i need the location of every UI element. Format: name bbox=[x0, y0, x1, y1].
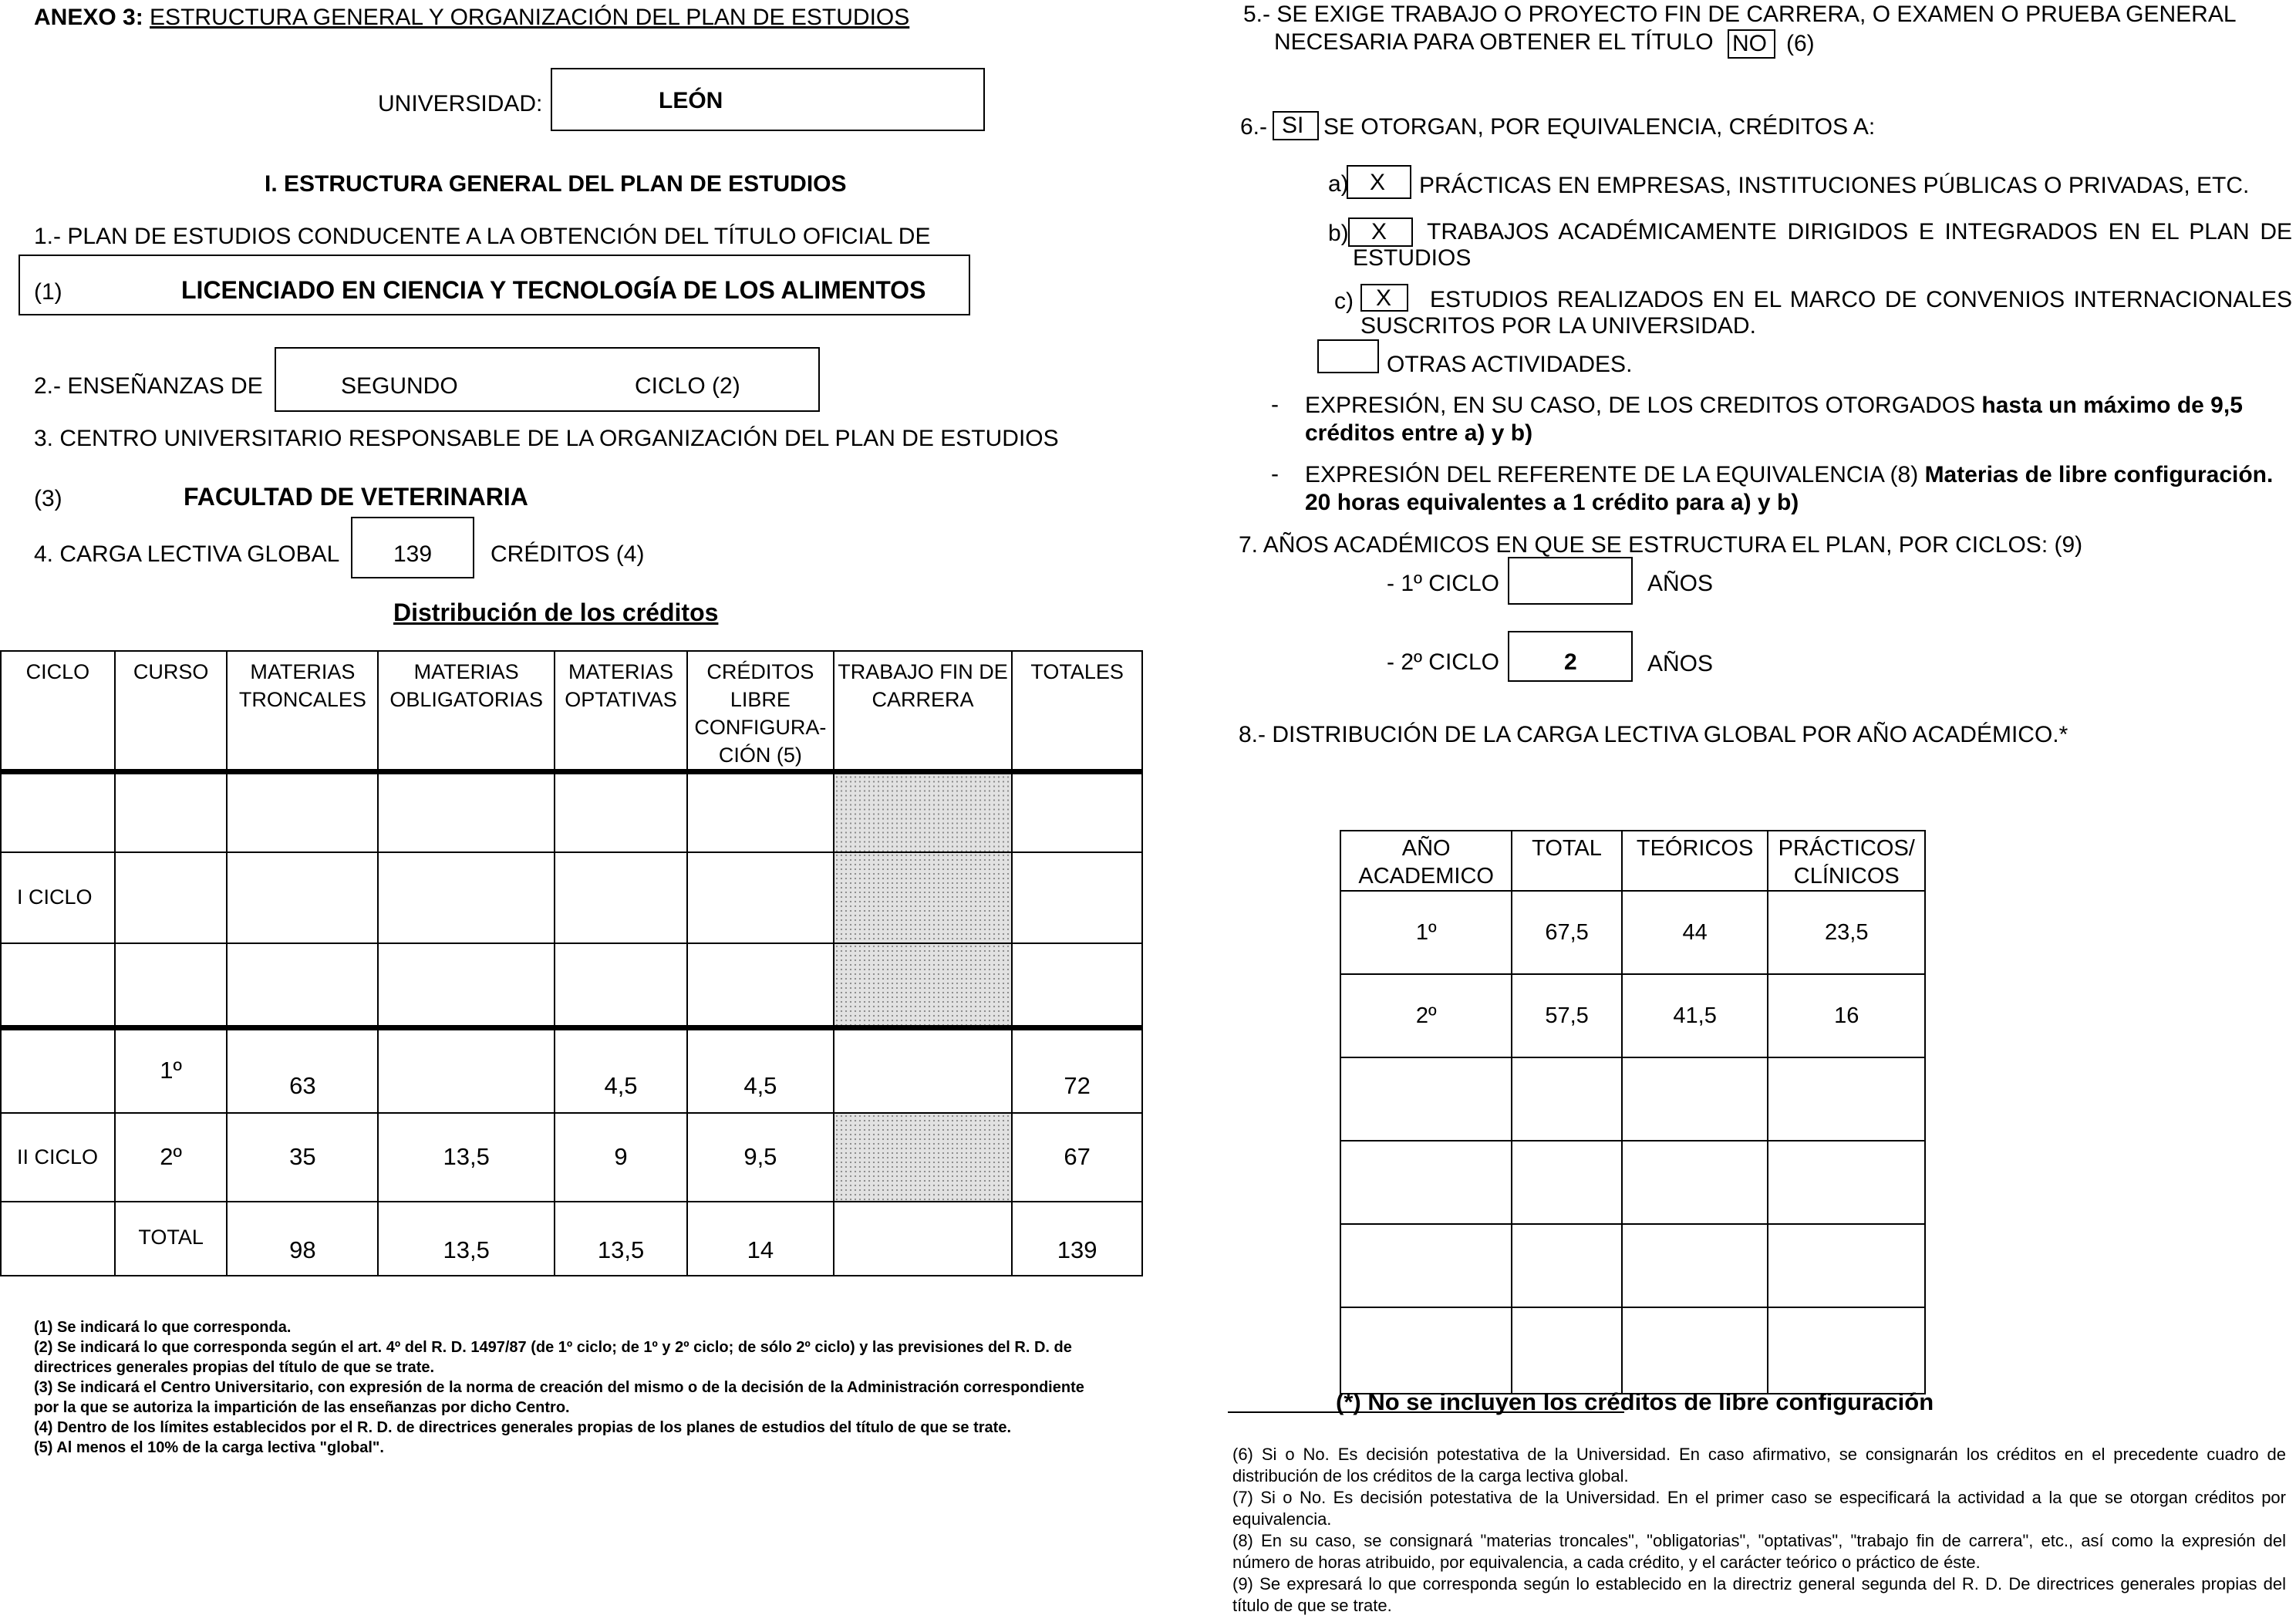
totales-cell: 67 bbox=[1012, 1113, 1142, 1202]
footnote: (3) Se indicará el Centro Universitario, con expresión de la norma de creación del mismo o de la decisión de la Administración correspondiente por la que se autoriza la impartición de las enseñanzas por dicho Centro. bbox=[34, 1379, 1084, 1416]
table-row bbox=[1340, 1224, 1925, 1307]
section-title: I. ESTRUCTURA GENERAL DEL PLAN DE ESTUDIOS bbox=[265, 171, 847, 197]
ciclo2-label: II CICLO bbox=[1, 1113, 115, 1202]
bullet1-bold: hasta un máximo de 9,5 créditos entre a) y b) bbox=[1305, 393, 2243, 446]
header-troncales: MATERIAS TRONCALES bbox=[227, 651, 378, 772]
opt-other-text: OTRAS ACTIVIDADES. bbox=[1387, 352, 1633, 377]
table-row bbox=[1, 1028, 1142, 1113]
footnote: (8) En su caso, se consignará "materias troncales", "obligatorias", "optativas", "trabajo fin de carrera", etc., así como la expresión del número de horas atribuido, por equivalencia, a cada crédito, y el carácter teórico o práctico de éste. bbox=[1232, 1531, 2286, 1572]
table-row bbox=[1340, 1141, 1925, 1224]
footnote: (1) Se indicará lo que corresponda. bbox=[34, 1319, 292, 1336]
table-row bbox=[1340, 891, 1925, 974]
dist-practicos: 16 bbox=[1768, 974, 1925, 1057]
item5-line1: 5.- SE EXIGE TRABAJO O PROYECTO FIN DE CARRERA, O EXAMEN O PRUEBA GENERAL bbox=[1243, 2, 2237, 27]
cycle2-value: 2 bbox=[1564, 649, 1577, 675]
item4-label: 4. CARGA LECTIVA GLOBAL bbox=[34, 541, 340, 567]
trabajo-cell bbox=[834, 1202, 1012, 1276]
annex-prefix: ANEXO 3: bbox=[34, 5, 143, 30]
cycle1-label: - 1º CICLO bbox=[1387, 571, 1499, 596]
dist-note: (*) No se incluyen los créditos de libre configuración bbox=[1336, 1388, 1934, 1415]
item2-value: SEGUNDO bbox=[341, 373, 458, 399]
item3-value: FACULTAD DE VETERINARIA bbox=[184, 483, 528, 511]
footnote: (2) Se indicará lo que corresponda según el art. 4º del R. D. 1497/87 (de 1º ciclo; de 1º y 2º ciclo; de sólo 2º ciclo) y las previsiones del R. D. de directrices generales propias del título de que se trate. bbox=[34, 1339, 1072, 1376]
cycle1-years: AÑOS bbox=[1647, 571, 1714, 596]
curso-cell: 2º bbox=[115, 1113, 228, 1202]
distribution-table bbox=[1340, 830, 1926, 1394]
item5-line2: NECESARIA PARA OBTENER EL TÍTULO bbox=[1274, 29, 1714, 55]
footnote: (9) Se expresará lo que corresponda según lo establecido en la directriz general segunda del R. D. De directrices generales propias del título de que se trate. bbox=[1232, 1574, 2286, 1615]
item4-suffix: CRÉDITOS (4) bbox=[491, 541, 645, 567]
footnote: (6) Si o No. Es decisión potestativa de la Universidad. En caso afirmativo, se consignarán los créditos en el precedente cuadro de distribución de los créditos de la carga lectiva global. bbox=[1232, 1445, 2286, 1485]
table-row bbox=[1, 943, 1142, 1028]
dist-header-year: AÑO ACADEMICO bbox=[1340, 831, 1512, 891]
header-ciclo: CICLO bbox=[1, 651, 115, 772]
bullet2-normal: EXPRESIÓN DEL REFERENTE DE LA EQUIVALENCIA (8) bbox=[1305, 462, 1925, 487]
table-row bbox=[1, 852, 1142, 943]
obligatorias-cell: 13,5 bbox=[378, 1113, 555, 1202]
dist-header-practicos: PRÁCTICOS/ CLÍNICOS bbox=[1768, 831, 1925, 891]
optativas-cell: 13,5 bbox=[555, 1202, 687, 1276]
dist-header-total: TOTAL bbox=[1512, 831, 1621, 891]
university-box bbox=[551, 68, 985, 131]
troncales-cell: 98 bbox=[227, 1202, 378, 1276]
item8-label: 8.- DISTRIBUCIÓN DE LA CARGA LECTIVA GLOBAL POR AÑO ACADÉMICO.* bbox=[1239, 722, 2068, 747]
ciclo1-label: I CICLO bbox=[1, 852, 115, 943]
libre-cell: 14 bbox=[687, 1202, 834, 1276]
item2-label: 2.- ENSEÑANZAS DE bbox=[34, 373, 263, 399]
right-footnotes bbox=[1232, 1444, 2286, 1617]
opt-a-letter: a) bbox=[1328, 171, 1349, 197]
item6-value: SI bbox=[1282, 113, 1304, 138]
obligatorias-cell: 13,5 bbox=[378, 1202, 555, 1276]
footnote: (4) Dentro de los límites establecidos por el R. D. de directrices generales propias de los planes de estudios del título de que se trate. bbox=[34, 1419, 1012, 1436]
table-row bbox=[1, 1202, 1142, 1276]
opt-b-mark: X bbox=[1371, 219, 1387, 244]
trabajo-cell bbox=[834, 1028, 1012, 1113]
header-libre: CRÉDITOS LIBRE CONFIGURA- CIÓN (5) bbox=[687, 651, 834, 772]
dist-total: 67,5 bbox=[1512, 891, 1621, 974]
university-value: LEÓN bbox=[659, 88, 723, 113]
opt-a-text: PRÁCTICAS EN EMPRESAS, INSTITUCIONES PÚBLICAS O PRIVADAS, ETC. bbox=[1419, 173, 2250, 198]
optativas-cell: 9 bbox=[555, 1113, 687, 1202]
dist-total: 57,5 bbox=[1512, 974, 1621, 1057]
footnote: (5) Al menos el 10% de la carga lectiva "global". bbox=[34, 1439, 384, 1456]
item6-text: SE OTORGAN, POR EQUIVALENCIA, CRÉDITOS A: bbox=[1323, 114, 1876, 140]
table-row bbox=[1, 1113, 1142, 1202]
totales-cell: 139 bbox=[1012, 1202, 1142, 1276]
table-row bbox=[1340, 974, 1925, 1057]
curso-cell: 1º bbox=[115, 1028, 228, 1113]
curso-cell: TOTAL bbox=[115, 1202, 228, 1276]
shaded-cell bbox=[834, 772, 1012, 852]
item6-prefix: 6.- bbox=[1240, 114, 1268, 140]
footnote: (7) Si o No. Es decisión potestativa de la Universidad. En el primer caso se especificará la actividad a la que se otorgan créditos por equivalencia. bbox=[1232, 1488, 2286, 1529]
header-obligatorias: MATERIAS OBLIGATORIAS bbox=[378, 651, 555, 772]
table-row bbox=[1, 772, 1142, 852]
trabajo-cell bbox=[834, 1113, 1012, 1202]
optativas-cell: 4,5 bbox=[555, 1028, 687, 1113]
header-row bbox=[1, 651, 1142, 772]
opt-c-text: ESTUDIOS REALIZADOS EN EL MARCO DE CONVENIOS INTERNACIONALES SUSCRITOS POR LA UNIVERSIDAD. bbox=[1360, 287, 2292, 339]
header-totales: TOTALES bbox=[1012, 651, 1142, 772]
obligatorias-cell bbox=[378, 1028, 555, 1113]
item3-label: 3. CENTRO UNIVERSITARIO RESPONSABLE DE LA ORGANIZACIÓN DEL PLAN DE ESTUDIOS bbox=[34, 426, 1059, 451]
header-curso: CURSO bbox=[115, 651, 228, 772]
dist-practicos: 23,5 bbox=[1768, 891, 1925, 974]
bullet1 bbox=[1305, 392, 2294, 447]
table-row bbox=[1340, 1057, 1925, 1141]
bullet2-bold: Materias de libre configuración. 20 horas equivalentes a 1 crédito para a) y b) bbox=[1305, 462, 2274, 515]
bullet2 bbox=[1305, 461, 2294, 517]
left-footnotes bbox=[34, 1317, 1087, 1458]
item1-label: 1.- PLAN DE ESTUDIOS CONDUCENTE A LA OBTENCIÓN DEL TÍTULO OFICIAL DE bbox=[34, 224, 931, 249]
troncales-cell: 35 bbox=[227, 1113, 378, 1202]
dist-header-teoricos: TEÓRICOS bbox=[1622, 831, 1768, 891]
item1-ref: (1) bbox=[34, 279, 62, 305]
dist-year: 1º bbox=[1340, 891, 1512, 974]
totales-cell: 72 bbox=[1012, 1028, 1142, 1113]
cycle2-years: AÑOS bbox=[1647, 651, 1714, 676]
opt-c-letter: c) bbox=[1334, 288, 1354, 314]
item3-ref: (3) bbox=[34, 486, 62, 511]
university-label: UNIVERSIDAD: bbox=[378, 91, 543, 116]
opt-b-letter: b) bbox=[1328, 221, 1349, 246]
shaded-cell bbox=[834, 852, 1012, 943]
cycle2-label: - 2º CICLO bbox=[1387, 649, 1499, 675]
bullet-dash: - bbox=[1271, 392, 1279, 417]
item5-ref: (6) bbox=[1786, 31, 1815, 56]
item5-value: NO bbox=[1732, 31, 1767, 56]
item4-value: 139 bbox=[393, 541, 433, 567]
dist-year: 2º bbox=[1340, 974, 1512, 1057]
dist-teoricos: 41,5 bbox=[1622, 974, 1768, 1057]
dist-teoricos: 44 bbox=[1622, 891, 1768, 974]
shaded-cell bbox=[834, 943, 1012, 1028]
item2-suffix: CICLO (2) bbox=[635, 373, 740, 399]
opt-a-mark: X bbox=[1370, 170, 1386, 195]
item7-label: 7. AÑOS ACADÉMICOS EN QUE SE ESTRUCTURA EL PLAN, POR CICLOS: (9) bbox=[1239, 532, 2083, 558]
cycle1-box bbox=[1508, 557, 1633, 605]
header-optativas: MATERIAS OPTATIVAS bbox=[555, 651, 687, 772]
bullet1-normal: EXPRESIÓN, EN SU CASO, DE LOS CREDITOS OTORGADOS bbox=[1305, 393, 1982, 418]
annex-heading bbox=[34, 5, 909, 31]
troncales-cell: 63 bbox=[227, 1028, 378, 1113]
annex-title: ESTRUCTURA GENERAL Y ORGANIZACIÓN DEL PLAN DE ESTUDIOS bbox=[150, 5, 910, 30]
credits-table bbox=[0, 650, 1143, 1276]
bullet-dash: - bbox=[1271, 461, 1279, 487]
opt-c-mark: X bbox=[1376, 285, 1392, 311]
libre-cell: 4,5 bbox=[687, 1028, 834, 1113]
opt-b-text: TRABAJOS ACADÉMICAMENTE DIRIGIDOS E INTEGRADOS EN EL PLAN DE ESTUDIOS bbox=[1353, 219, 2292, 271]
libre-cell: 9,5 bbox=[687, 1113, 834, 1202]
header-trabajo: TRABAJO FIN DE CARRERA bbox=[834, 651, 1012, 772]
distribution-title: Distribución de los créditos bbox=[393, 599, 719, 626]
opt-other-box bbox=[1317, 339, 1379, 373]
table-row bbox=[1340, 1307, 1925, 1394]
degree-value: LICENCIADO EN CIENCIA Y TECNOLOGÍA DE LOS ALIMENTOS bbox=[181, 276, 926, 304]
dist-header-row bbox=[1340, 831, 1925, 891]
